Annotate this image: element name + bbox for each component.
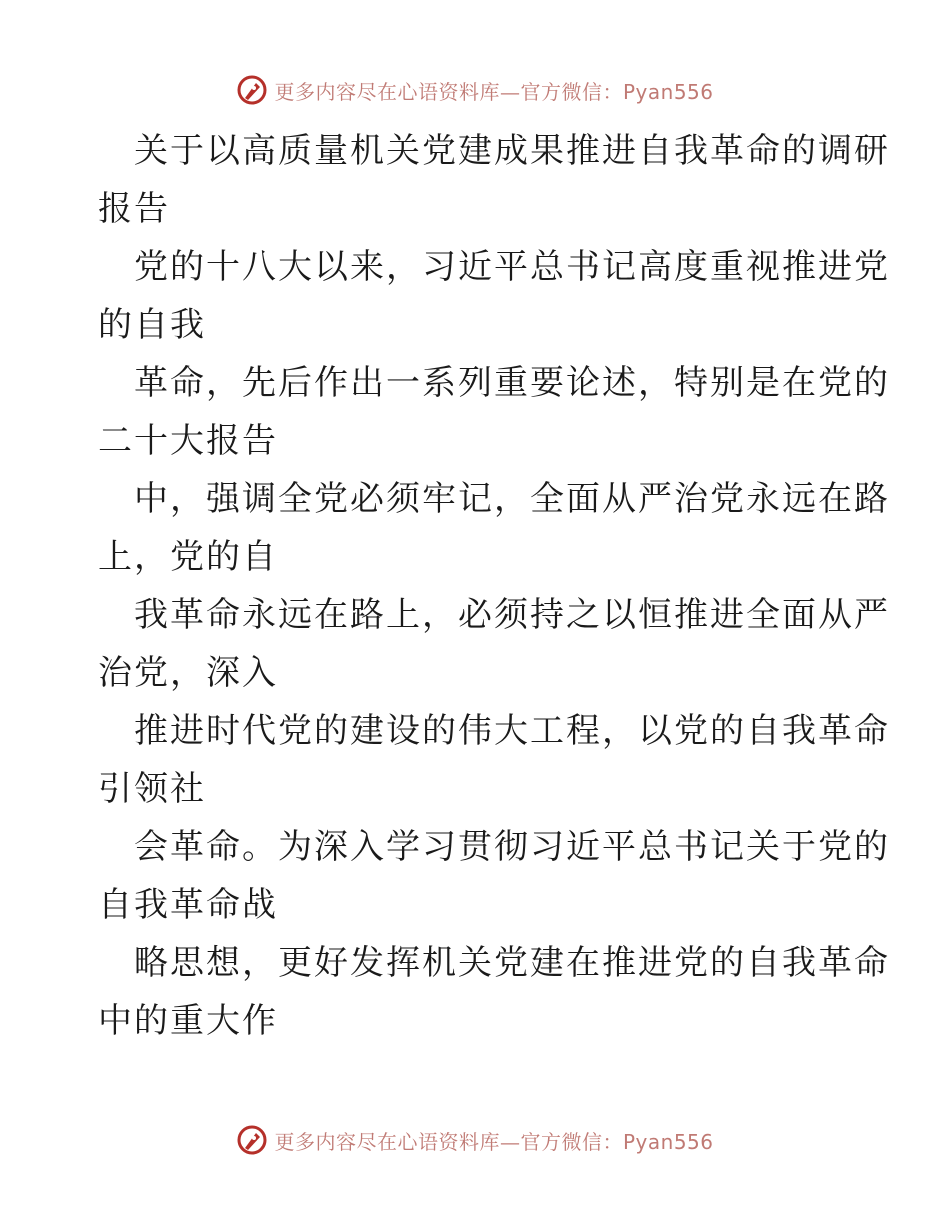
paragraph-line: 革命，先后作出一系列重要论述，特别是在党的 [134,363,890,403]
paragraph [98,122,890,238]
paragraph-line: 中，强调全党必须牢记，全面从严治党永远在路 [134,479,890,519]
paragraph-line: 报告 [98,189,170,229]
paragraph-line: 我革命永远在路上，必须持之以恒推进全面从严 [134,595,890,635]
paragraph-line: 推进时代党的建设的伟大工程，以党的自我革命 [134,711,890,751]
banner-text-cn: 更多内容尽在心语资料库—官方微信： [274,1129,623,1154]
paragraph-line: 党的十八大以来，习近平总书记高度重视推进党 [134,247,890,287]
paragraph [98,238,890,354]
paragraph [98,470,890,586]
header-banner [0,70,950,110]
banner-wechat-id: Pyan556 [622,79,714,104]
paragraph-line: 会革命。为深入学习贯彻习近平总书记关于党的 [134,827,890,867]
banner-text [274,76,713,105]
paragraph [98,818,890,934]
paragraph-line: 引领社 [98,769,206,809]
paragraph [98,934,890,1050]
paragraph-line: 的自我 [98,305,206,345]
paragraph [98,354,890,470]
banner-text [274,1126,713,1155]
pen-nib-logo-icon [236,74,268,106]
paragraph-line: 上，党的自 [98,537,278,577]
banner-text-cn: 更多内容尽在心语资料库—官方微信： [274,79,623,104]
banner-wechat-id: Pyan556 [622,1129,714,1154]
paragraph-line: 自我革命战 [98,885,278,925]
paragraph-line: 略思想，更好发挥机关党建在推进党的自我革命 [134,943,890,983]
paragraph-line: 治党，深入 [98,653,278,693]
paragraph-line: 二十大报告 [98,421,278,461]
paragraph-line: 中的重大作 [98,1001,278,1041]
paragraph [98,586,890,702]
paragraph [98,702,890,818]
pen-nib-logo-icon [236,1124,268,1156]
paragraph-line: 关于以高质量机关党建成果推进自我革命的调研 [134,131,890,171]
document-body [98,122,890,1050]
footer-banner [0,1120,950,1160]
